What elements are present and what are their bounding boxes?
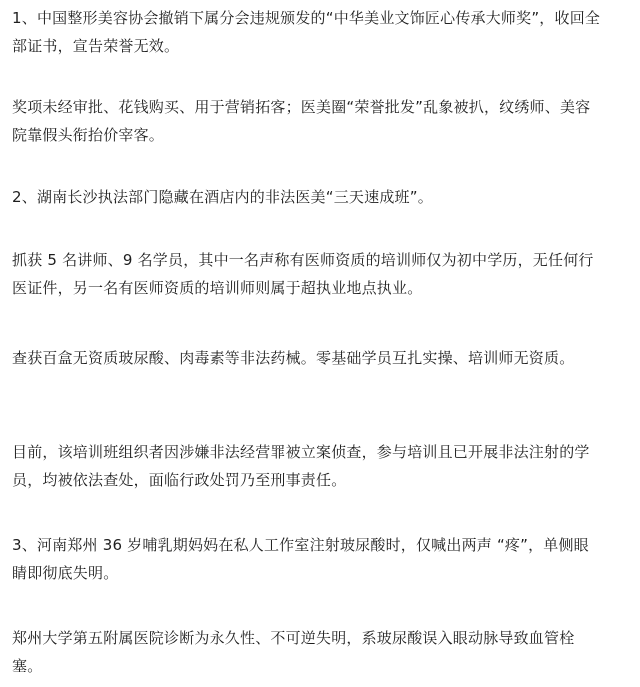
paragraph-item-2-header: 2、湖南长沙执法部门隐藏在酒店内的非法医美“三天速成班”。 bbox=[12, 188, 433, 206]
paragraph-item-3-header: 3、河南郑州 36 岁哺乳期妈妈在私人工作室注射玻尿酸时，仅喊出两声 “疼”，单侧眼睛即彻底失明。 bbox=[12, 536, 589, 582]
paragraph-item-1-header: 1、中国整形美容协会撤销下属分会违规颁发的“中华美业文饰匠心传承大师奖”，收回全部证书，宣告荣誉无效。 bbox=[12, 9, 601, 55]
paragraph-item-2-detail-status: 目前，该培训班组织者因涉嫌非法经营罪被立案侦查，参与培训且已开展非法注射的学员，均被依法查处，面临行政处罚乃至刑事责任。 bbox=[12, 443, 590, 489]
paragraph-item-1-detail: 奖项未经审批、花钱购买、用于营销拓客；医美圈“荣誉批发”乱象被扒，纹绣师、美容院靠假头衔抬价宰客。 bbox=[12, 98, 591, 144]
paragraph-item-3-detail: 郑州大学第五附属医院诊断为永久性、不可逆失明，系玻尿酸误入眼动脉导致血管栓塞。 bbox=[12, 629, 575, 675]
paragraph-item-2-detail-arrests: 抓获 5 名讲师、9 名学员，其中一名声称有医师资质的培训师仅为初中学历，无任何行医证件，另一名有医师资质的培训师则属于超执业地点执业。 bbox=[12, 251, 594, 297]
paragraph-item-2-detail-seizure: 查获百盒无资质玻尿酸、肉毒素等非法药械。零基础学员互扎实操、培训师无资质。 bbox=[12, 349, 575, 367]
